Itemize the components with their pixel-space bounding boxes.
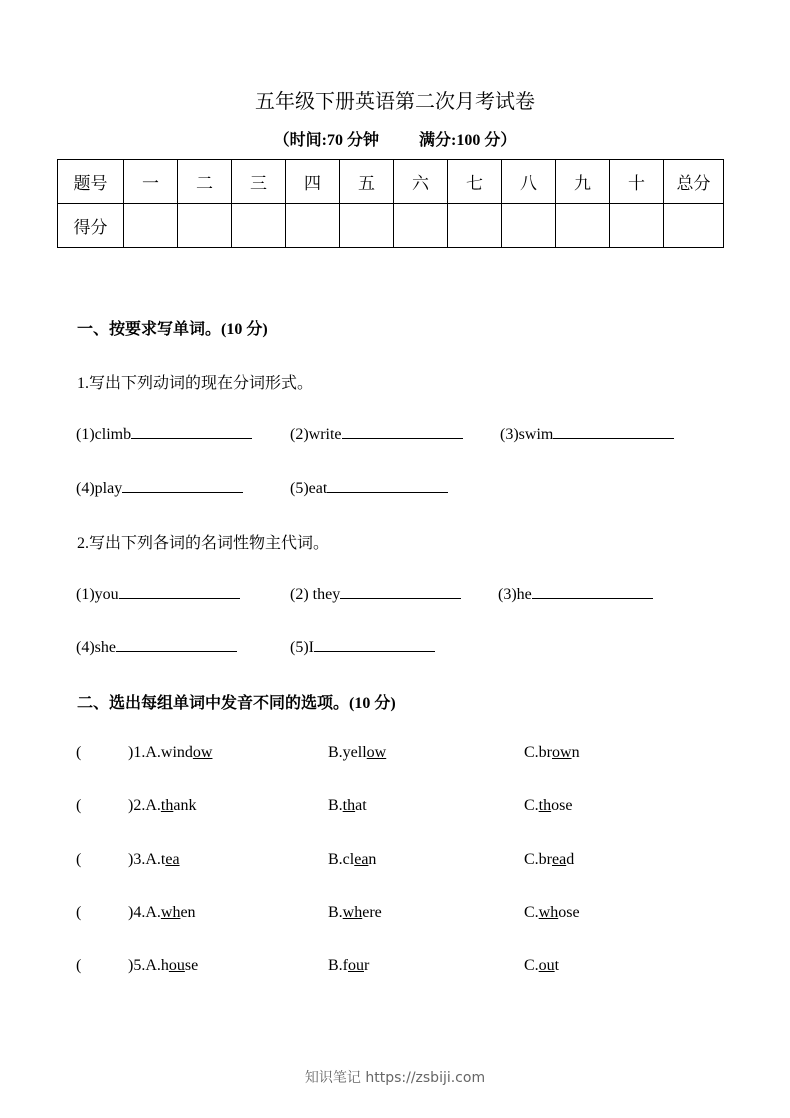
header-cell: 九 [556,160,610,204]
score-cell[interactable] [340,204,394,248]
answer-blank[interactable] [314,637,435,652]
section-1-part-2-instruction: 2.写出下列各词的名词性物主代词。 [77,535,330,552]
fill-item: (1)you [76,584,240,604]
exam-subtitle [0,127,790,150]
fill-item: (2) they [290,584,461,604]
answer-blank[interactable] [131,424,252,439]
underlined-sound: ou [348,957,364,974]
full-score: 满分:100 分） [419,132,517,149]
fill-item: (1)climb [76,424,252,444]
option-c: C.brown [524,744,580,761]
answer-bracket[interactable]: ( [76,957,82,974]
fill-item: (4)play [76,478,243,498]
option-b: B.where [328,904,382,921]
answer-blank[interactable] [327,478,448,493]
section-2-heading: 二、选出每组单词中发音不同的选项。(10 分) [77,695,396,712]
header-cell: 十 [610,160,664,204]
score-table-header-row [58,160,724,204]
header-cell: 七 [448,160,502,204]
score-cell[interactable] [178,204,232,248]
underlined-sound: ou [538,957,555,974]
header-cell: 八 [502,160,556,204]
option-c: C.bread [524,851,575,868]
header-cell: 总分 [664,160,724,204]
option-c: C.out [524,957,560,974]
option-b: B.four [328,957,370,974]
score-cell[interactable] [232,204,286,248]
header-cell: 三 [232,160,286,204]
fill-item: (5)I [290,637,435,657]
option-b: B.that [328,797,367,814]
score-cell[interactable] [556,204,610,248]
answer-blank[interactable] [553,424,674,439]
answer-blank[interactable] [342,424,463,439]
time-limit: （时间:70 分钟 [273,132,379,149]
option-b: B.yellow [328,744,387,761]
fill-item: (3)he [498,584,653,604]
answer-blank[interactable] [122,478,243,493]
section-1-part-1-instruction: 1.写出下列动词的现在分词形式。 [77,375,314,392]
underlined-sound: ow [552,744,572,761]
score-cell[interactable] [664,204,724,248]
underlined-sound: ou [168,957,185,974]
option-a: )2.A.thank [128,797,197,814]
answer-blank[interactable] [340,584,461,599]
score-row-label: 得分 [58,204,124,248]
fill-item: (5)eat [290,478,448,498]
header-cell: 二 [178,160,232,204]
header-cell: 题号 [58,160,124,204]
score-cell[interactable] [394,204,448,248]
score-table-score-row [58,204,724,248]
header-cell: 四 [286,160,340,204]
underlined-sound: th [160,797,174,814]
score-cell[interactable] [124,204,178,248]
answer-blank[interactable] [119,584,240,599]
underlined-sound: wh [160,904,181,921]
underlined-sound: ea [552,851,567,868]
underlined-sound: ow [366,744,387,761]
fill-item: (2)write [290,424,463,444]
answer-bracket[interactable]: ( [76,797,82,814]
header-cell: 六 [394,160,448,204]
underlined-sound: ea [354,851,369,868]
underlined-sound: ow [192,744,213,761]
header-cell: 五 [340,160,394,204]
option-b: B.clean [328,851,377,868]
footer-watermark: 知识笔记 https://zsbiji.com [304,1070,486,1086]
underlined-sound: wh [538,904,559,921]
option-a: )5.A.house [128,957,199,974]
option-c: C.whose [524,904,580,921]
exam-title: 五年级下册英语第二次月考试卷 [255,91,535,113]
underlined-sound: th [538,797,552,814]
score-cell[interactable] [610,204,664,248]
underlined-sound: ea [165,851,180,868]
answer-blank[interactable] [532,584,653,599]
answer-blank[interactable] [116,637,237,652]
score-cell[interactable] [448,204,502,248]
option-a: )4.A.when [128,904,196,921]
fill-item: (4)she [76,637,237,657]
answer-bracket[interactable]: ( [76,904,82,921]
option-a: )1.A.window [128,744,213,761]
score-cell[interactable] [286,204,340,248]
fill-item: (3)swim [500,424,674,444]
section-1-heading: 一、按要求写单词。(10 分) [77,321,268,338]
option-a: )3.A.tea [128,851,180,868]
score-cell[interactable] [502,204,556,248]
underlined-sound: th [342,797,356,814]
option-c: C.those [524,797,573,814]
underlined-sound: wh [342,904,363,921]
score-table [57,159,724,248]
answer-bracket[interactable]: ( [76,851,82,868]
answer-bracket[interactable]: ( [76,744,82,761]
header-cell: 一 [124,160,178,204]
